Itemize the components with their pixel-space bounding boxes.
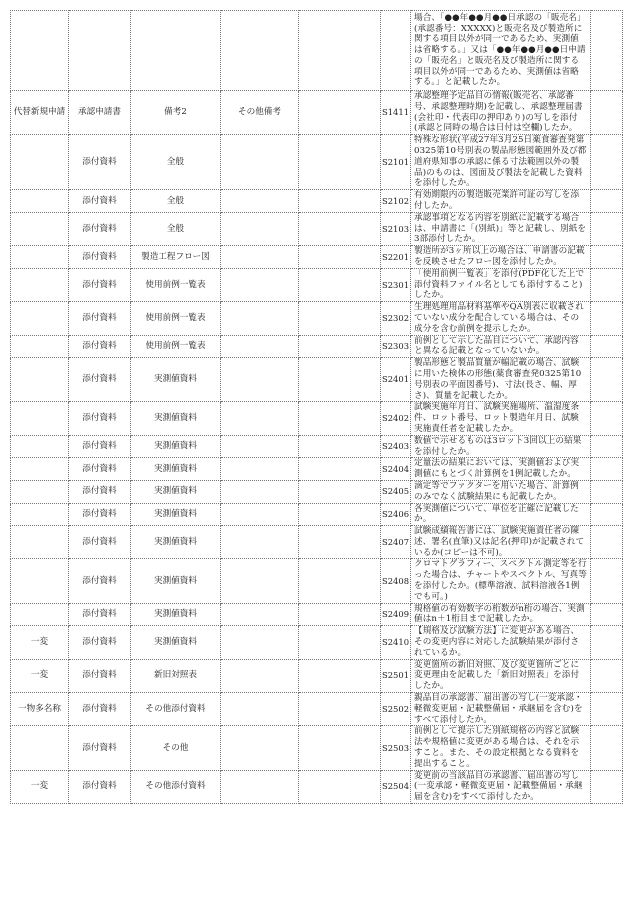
item-cell: その他添付資料 xyxy=(131,693,221,726)
blank-cell xyxy=(299,246,381,269)
check-description-cell: 試験実施年月日、試験実施場所、温湿度条件、ロット番号、ロット製造年月日、試験実施責任者を記載したか。 xyxy=(411,402,591,435)
document-cell: 添付資料 xyxy=(69,659,131,692)
result-cell xyxy=(591,268,623,301)
application-type-cell: 一変 xyxy=(11,659,69,692)
item-cell: 実測値資料 xyxy=(131,435,221,458)
sub-item-cell xyxy=(221,559,299,603)
item-cell xyxy=(131,11,221,91)
application-type-cell xyxy=(11,335,69,358)
blank-cell xyxy=(299,603,381,626)
application-type-cell xyxy=(11,11,69,91)
sub-item-cell xyxy=(221,335,299,358)
document-cell: 添付資料 xyxy=(69,458,131,481)
sub-item-cell xyxy=(221,402,299,435)
application-type-cell xyxy=(11,268,69,301)
table-row xyxy=(11,480,623,503)
check-description-cell: 特殊な形状(平成27年3月25日薬食審査発第0325第10号別表の製品形態図範囲外及び都道府県知事の承認に係る寸法範囲以外の製品)のものは、図面及び製法を記載した資料を添付したか。 xyxy=(411,135,591,190)
check-code-cell: S2407 xyxy=(381,526,411,559)
table-row xyxy=(11,603,623,626)
result-cell xyxy=(591,480,623,503)
result-cell xyxy=(591,402,623,435)
application-type-cell xyxy=(11,358,69,402)
document-cell: 添付資料 xyxy=(69,726,131,770)
result-cell xyxy=(591,458,623,481)
check-description-cell: 承認事項となる内容を別紙に記載する場合は、申請書に「(別紙)」等と記載し、別紙を3部添付したか。 xyxy=(411,212,591,245)
application-type-cell xyxy=(11,135,69,190)
sub-item-cell xyxy=(221,358,299,402)
check-description-cell: 規格値の有効数字の桁数がn桁の場合、実測値はn＋1桁目まで記載したか。 xyxy=(411,603,591,626)
check-code-cell: S2501 xyxy=(381,659,411,692)
check-description-cell: 生理処理用品材料基準やQA別表に収載されていない成分を配合している場合は、その成分を含む前例を提示したか。 xyxy=(411,302,591,335)
blank-cell xyxy=(299,402,381,435)
item-cell: 備考2 xyxy=(131,91,221,135)
check-code-cell: S2504 xyxy=(381,770,411,803)
check-code-cell: S2409 xyxy=(381,603,411,626)
sub-item-cell xyxy=(221,11,299,91)
result-cell xyxy=(591,659,623,692)
sub-item-cell xyxy=(221,526,299,559)
blank-cell xyxy=(299,503,381,526)
item-cell: 新旧対照表 xyxy=(131,659,221,692)
document-cell: 添付資料 xyxy=(69,302,131,335)
check-description-cell: 有効期限内の製造販売業許可証の写しを添付したか。 xyxy=(411,190,591,213)
document-cell: 添付資料 xyxy=(69,358,131,402)
document-cell: 添付資料 xyxy=(69,435,131,458)
blank-cell xyxy=(299,135,381,190)
sub-item-cell xyxy=(221,480,299,503)
result-cell xyxy=(591,91,623,135)
check-code-cell: S2405 xyxy=(381,480,411,503)
table-row xyxy=(11,335,623,358)
blank-cell xyxy=(299,458,381,481)
table-row xyxy=(11,770,623,803)
check-description-cell: 製品形態と製品質量が幅記載の場合、試験に用いた検体の形態(薬食審査発0325第10号別表の平面図番号)、寸法(長さ、幅、厚さ)、質量を記載したか。 xyxy=(411,358,591,402)
item-cell: その他 xyxy=(131,726,221,770)
check-code-cell: S2402 xyxy=(381,402,411,435)
table-row xyxy=(11,435,623,458)
application-type-cell xyxy=(11,212,69,245)
application-type-cell: 一変 xyxy=(11,626,69,659)
application-type-cell xyxy=(11,435,69,458)
check-code-cell: S2101 xyxy=(381,135,411,190)
sub-item-cell: その他備考 xyxy=(221,91,299,135)
result-cell xyxy=(591,246,623,269)
document-cell: 添付資料 xyxy=(69,212,131,245)
result-cell xyxy=(591,526,623,559)
check-description-cell: 承認整理予定品目の情報(販売名、承認番号、承認整理時期)を記載し、承認整理届書(会社印・代表印の押印あり)の写しを添付(承認と同時の場合は日付は空欄)したか。 xyxy=(411,91,591,135)
sub-item-cell xyxy=(221,435,299,458)
check-code-cell: S2403 xyxy=(381,435,411,458)
blank-cell xyxy=(299,559,381,603)
table-row xyxy=(11,135,623,190)
table-row xyxy=(11,246,623,269)
table-row xyxy=(11,559,623,603)
table-row xyxy=(11,526,623,559)
table-row xyxy=(11,11,623,91)
document-cell: 添付資料 xyxy=(69,503,131,526)
blank-cell xyxy=(299,726,381,770)
blank-cell xyxy=(299,11,381,91)
check-description-cell: 滴定等でファクターを用いた場合、計算例のみでなく試験結果にも記載したか。 xyxy=(411,480,591,503)
sub-item-cell xyxy=(221,190,299,213)
check-code-cell: S2303 xyxy=(381,335,411,358)
item-cell: 実測値資料 xyxy=(131,603,221,626)
blank-cell xyxy=(299,626,381,659)
item-cell: 実測値資料 xyxy=(131,402,221,435)
blank-cell xyxy=(299,190,381,213)
result-cell xyxy=(591,503,623,526)
sub-item-cell xyxy=(221,246,299,269)
check-description-cell: 製造所が3ヶ所以上の場合は、申請書の記載を反映させたフロー図を添付したか。 xyxy=(411,246,591,269)
table-row xyxy=(11,458,623,481)
document-cell: 添付資料 xyxy=(69,626,131,659)
sub-item-cell xyxy=(221,135,299,190)
document-cell: 添付資料 xyxy=(69,402,131,435)
application-type-cell: 一変 xyxy=(11,770,69,803)
application-type-cell xyxy=(11,302,69,335)
blank-cell xyxy=(299,91,381,135)
table-row xyxy=(11,659,623,692)
application-type-cell xyxy=(11,458,69,481)
document-cell: 添付資料 xyxy=(69,559,131,603)
check-code-cell: S2406 xyxy=(381,503,411,526)
check-description-cell: 「使用前例一覧表」を添付(PDF化した上で添付資料ファイル名としても添付すること)したか。 xyxy=(411,268,591,301)
blank-cell xyxy=(299,302,381,335)
document-cell: 添付資料 xyxy=(69,526,131,559)
item-cell: 実測値資料 xyxy=(131,480,221,503)
document-cell: 添付資料 xyxy=(69,480,131,503)
item-cell: 使用前例一覧表 xyxy=(131,268,221,301)
sub-item-cell xyxy=(221,659,299,692)
check-description-cell: 親品目の承認書、届出書の写し(一変承認・軽微変更届・記載整備届・承継届を含む)をすべて添付したか。 xyxy=(411,693,591,726)
item-cell: 全般 xyxy=(131,135,221,190)
blank-cell xyxy=(299,659,381,692)
sub-item-cell xyxy=(221,302,299,335)
document-cell: 添付資料 xyxy=(69,268,131,301)
check-description-cell: 数値で示せるものは3ロット3回以上の結果を添付したか。 xyxy=(411,435,591,458)
table-row xyxy=(11,626,623,659)
table-row xyxy=(11,268,623,301)
sub-item-cell xyxy=(221,603,299,626)
check-description-cell: 【規格及び試験方法】に変更がある場合、その変更内容に対応した試験結果が添付されているか。 xyxy=(411,626,591,659)
checklist-table xyxy=(10,10,623,804)
result-cell xyxy=(591,693,623,726)
item-cell: 実測値資料 xyxy=(131,559,221,603)
check-description-cell: 前例として提示した別紙規格の内容と試験法や規格値に変更がある場合は、それを示すこと。また、その設定根拠となる資料を提出すること。 xyxy=(411,726,591,770)
item-cell: 使用前例一覧表 xyxy=(131,302,221,335)
blank-cell xyxy=(299,212,381,245)
result-cell xyxy=(591,135,623,190)
table-row xyxy=(11,693,623,726)
application-type-cell: 一物多名称 xyxy=(11,693,69,726)
check-code-cell xyxy=(381,11,411,91)
result-cell xyxy=(591,358,623,402)
check-description-cell: 定量法の結果においては、実測値および実測値にもとづく計算例を1例記載したか。 xyxy=(411,458,591,481)
blank-cell xyxy=(299,268,381,301)
blank-cell xyxy=(299,435,381,458)
item-cell: 実測値資料 xyxy=(131,458,221,481)
result-cell xyxy=(591,435,623,458)
result-cell xyxy=(591,190,623,213)
result-cell xyxy=(591,335,623,358)
table-row xyxy=(11,91,623,135)
check-description-cell: クロマトグラフィー、スペクトル測定等を行った場合は、チャートやスペクトル、写真等を添付したか。(標準溶液、試料溶液各1例でも可。) xyxy=(411,559,591,603)
sub-item-cell xyxy=(221,726,299,770)
application-type-cell xyxy=(11,559,69,603)
item-cell: 製造工程フロー図 xyxy=(131,246,221,269)
document-cell: 添付資料 xyxy=(69,603,131,626)
check-code-cell: S2408 xyxy=(381,559,411,603)
check-code-cell: S2410 xyxy=(381,626,411,659)
application-type-cell xyxy=(11,246,69,269)
document-cell: 承認申請書 xyxy=(69,91,131,135)
sub-item-cell xyxy=(221,770,299,803)
application-type-cell xyxy=(11,190,69,213)
application-type-cell xyxy=(11,526,69,559)
check-code-cell: S2301 xyxy=(381,268,411,301)
check-code-cell: S1411 xyxy=(381,91,411,135)
document-cell: 添付資料 xyxy=(69,693,131,726)
check-code-cell: S2404 xyxy=(381,458,411,481)
document-cell: 添付資料 xyxy=(69,190,131,213)
blank-cell xyxy=(299,335,381,358)
application-type-cell xyxy=(11,726,69,770)
result-cell xyxy=(591,559,623,603)
check-code-cell: S2102 xyxy=(381,190,411,213)
item-cell: 実測値資料 xyxy=(131,626,221,659)
check-code-cell: S2502 xyxy=(381,693,411,726)
sub-item-cell xyxy=(221,458,299,481)
document-cell: 添付資料 xyxy=(69,335,131,358)
table-row xyxy=(11,302,623,335)
sub-item-cell xyxy=(221,268,299,301)
check-description-cell: 場合、「●●年●●月●●日承認の「販売名」(承認番号：XXXXX)と販売名及び製造所に関する項目以外が同一であるため、実測値は省略する。」又は「●●年●●月●●日申請の「販売名」と販売名及び製造所に関する項目以外が同一であるため、実測値は省略する。」と記載したか。 xyxy=(411,11,591,91)
blank-cell xyxy=(299,526,381,559)
item-cell: 実測値資料 xyxy=(131,358,221,402)
sub-item-cell xyxy=(221,693,299,726)
check-code-cell: S2401 xyxy=(381,358,411,402)
check-description-cell: 試験成績報告書には、試験実施責任者の陳述、署名(直筆)又は記名(押印)が記載されているか(コピーは不可)。 xyxy=(411,526,591,559)
sub-item-cell xyxy=(221,212,299,245)
sub-item-cell xyxy=(221,503,299,526)
item-cell: 実測値資料 xyxy=(131,503,221,526)
check-description-cell: 前例として示した品目について、承認内容と異なる記載となっていないか。 xyxy=(411,335,591,358)
result-cell xyxy=(591,302,623,335)
check-code-cell: S2503 xyxy=(381,726,411,770)
application-type-cell xyxy=(11,503,69,526)
blank-cell xyxy=(299,480,381,503)
check-description-cell: 変更前の当該品目の承認書、届出書の写し(一変承認・軽微変更届・記載整備届・承継届を含む)をすべて添付したか。 xyxy=(411,770,591,803)
application-type-cell xyxy=(11,402,69,435)
result-cell xyxy=(591,726,623,770)
document-cell: 添付資料 xyxy=(69,135,131,190)
table-row xyxy=(11,402,623,435)
table-row xyxy=(11,503,623,526)
check-description-cell: 各実測値について、単位を正確に記載したか。 xyxy=(411,503,591,526)
application-type-cell: 代替新規申請 xyxy=(11,91,69,135)
blank-cell xyxy=(299,693,381,726)
document-cell: 添付資料 xyxy=(69,770,131,803)
item-cell: 使用前例一覧表 xyxy=(131,335,221,358)
result-cell xyxy=(591,626,623,659)
result-cell xyxy=(591,11,623,91)
item-cell: 実測値資料 xyxy=(131,526,221,559)
table-row xyxy=(11,190,623,213)
check-code-cell: S2103 xyxy=(381,212,411,245)
blank-cell xyxy=(299,358,381,402)
document-cell xyxy=(69,11,131,91)
sub-item-cell xyxy=(221,626,299,659)
check-code-cell: S2302 xyxy=(381,302,411,335)
item-cell: 全般 xyxy=(131,212,221,245)
check-code-cell: S2201 xyxy=(381,246,411,269)
blank-cell xyxy=(299,770,381,803)
application-type-cell xyxy=(11,480,69,503)
application-type-cell xyxy=(11,603,69,626)
table-row xyxy=(11,212,623,245)
document-cell: 添付資料 xyxy=(69,246,131,269)
table-row xyxy=(11,358,623,402)
item-cell: その他添付資料 xyxy=(131,770,221,803)
check-description-cell: 変更箇所の新旧対照、及び変更箇所ごとに変更理由を記載した「新旧対照表」を添付したか。 xyxy=(411,659,591,692)
item-cell: 全般 xyxy=(131,190,221,213)
result-cell xyxy=(591,770,623,803)
table-row xyxy=(11,726,623,770)
result-cell xyxy=(591,603,623,626)
result-cell xyxy=(591,212,623,245)
